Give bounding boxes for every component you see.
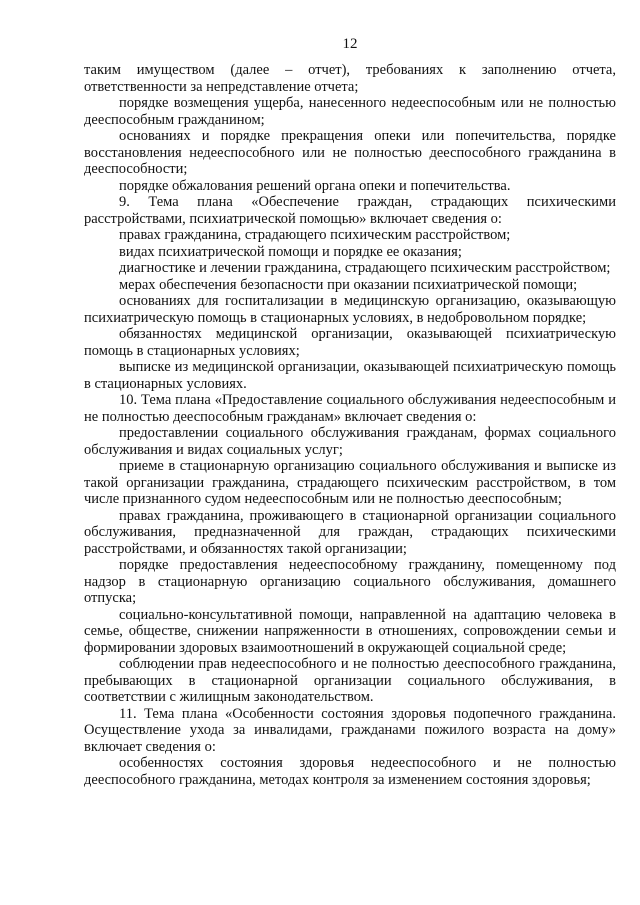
paragraph: приеме в стационарную организацию социального обслуживания и выписке из такой организации гражданина, страдающего психическим расстройством, в том числе признанного судом недееспособным или не полностью дееспособным; [84, 458, 616, 507]
paragraph: особенностях состояния здоровья недееспособного и не полностью дееспособного гражданина, методах контроля за изменением состояния здоровья; [84, 755, 616, 788]
paragraph: порядке возмещения ущерба, нанесенного недееспособным или не полностью дееспособным гражданином; [84, 95, 616, 128]
paragraph: правах гражданина, страдающего психическим расстройством; [119, 227, 511, 243]
paragraph: соблюдении прав недееспособного и не полностью дееспособного гражданина, пребывающих в стационарной организации социального обслуживания, в соответствии с жилищным законодательством. [84, 656, 616, 705]
paragraph: порядке обжалования решений органа опеки и попечительства. [119, 177, 511, 194]
paragraph: предоставлении социального обслуживания гражданам, формах социального обслуживания и видах социальных услуг; [84, 425, 616, 458]
paragraph: правах гражданина, проживающего в стационарной организации социального обслуживания, предназначенной для граждан, страдающих психическими расстройствами, и обязанностях такой организации; [84, 507, 616, 557]
paragraph: видах психиатрической помощи и порядке ее оказания; [119, 243, 462, 260]
paragraph: порядке предоставления недееспособному гражданину, помещенному под надзор в стационарную организацию социального обслуживания, домашнего отпуска; [84, 557, 616, 606]
paragraph: основаниях для госпитализации в медицинскую организацию, оказывающую психиатрическую помощь в стационарных условиях, в недобровольном порядке; [84, 293, 616, 326]
section-heading-paragraph: 10. Тема плана «Предоставление социального обслуживания недееспособным и не полностью дееспособным гражданам» включает сведения о: [84, 392, 616, 425]
paragraph: выписке из медицинской организации, оказывающей психиатрическую помощь в стационарных условиях. [84, 359, 616, 392]
section-heading-paragraph: 9. Тема плана «Обеспечение граждан, страдающих психическими расстройствами, психиатрической помощью» включает сведения о: [84, 194, 616, 227]
paragraph: обязанностях медицинской организации, оказывающей психиатрическую помощь в стационарных условиях; [84, 326, 616, 359]
paragraph: социально-консультативной помощи, направленной на адаптацию человека в семье, обществе, снижении напряженности в отношениях, сопровождении семьи и формировании здоровых взаимоотношений в окружающей социальной среде; [84, 606, 616, 656]
paragraph: мерах обеспечения безопасности при оказании психиатрической помощи; [119, 276, 578, 293]
paragraph: диагностике и лечении гражданина, страдающего психическим расстройством; [119, 260, 611, 276]
section-heading-paragraph: 11. Тема плана «Особенности состояния здоровья подопечного гражданина. Осуществление ухода за инвалидами, гражданами пожилого возраста на дому» включает сведения о: [84, 705, 616, 755]
paragraph: таким имуществом (далее – отчет), требованиях к заполнению отчета, ответственности за непредставление отчета; [84, 62, 616, 95]
paragraph: основаниях и порядке прекращения опеки или попечительства, порядке восстановления недееспособного или не полностью дееспособного гражданина в дееспособности; [84, 128, 616, 177]
page-number: 12 [342, 36, 358, 52]
